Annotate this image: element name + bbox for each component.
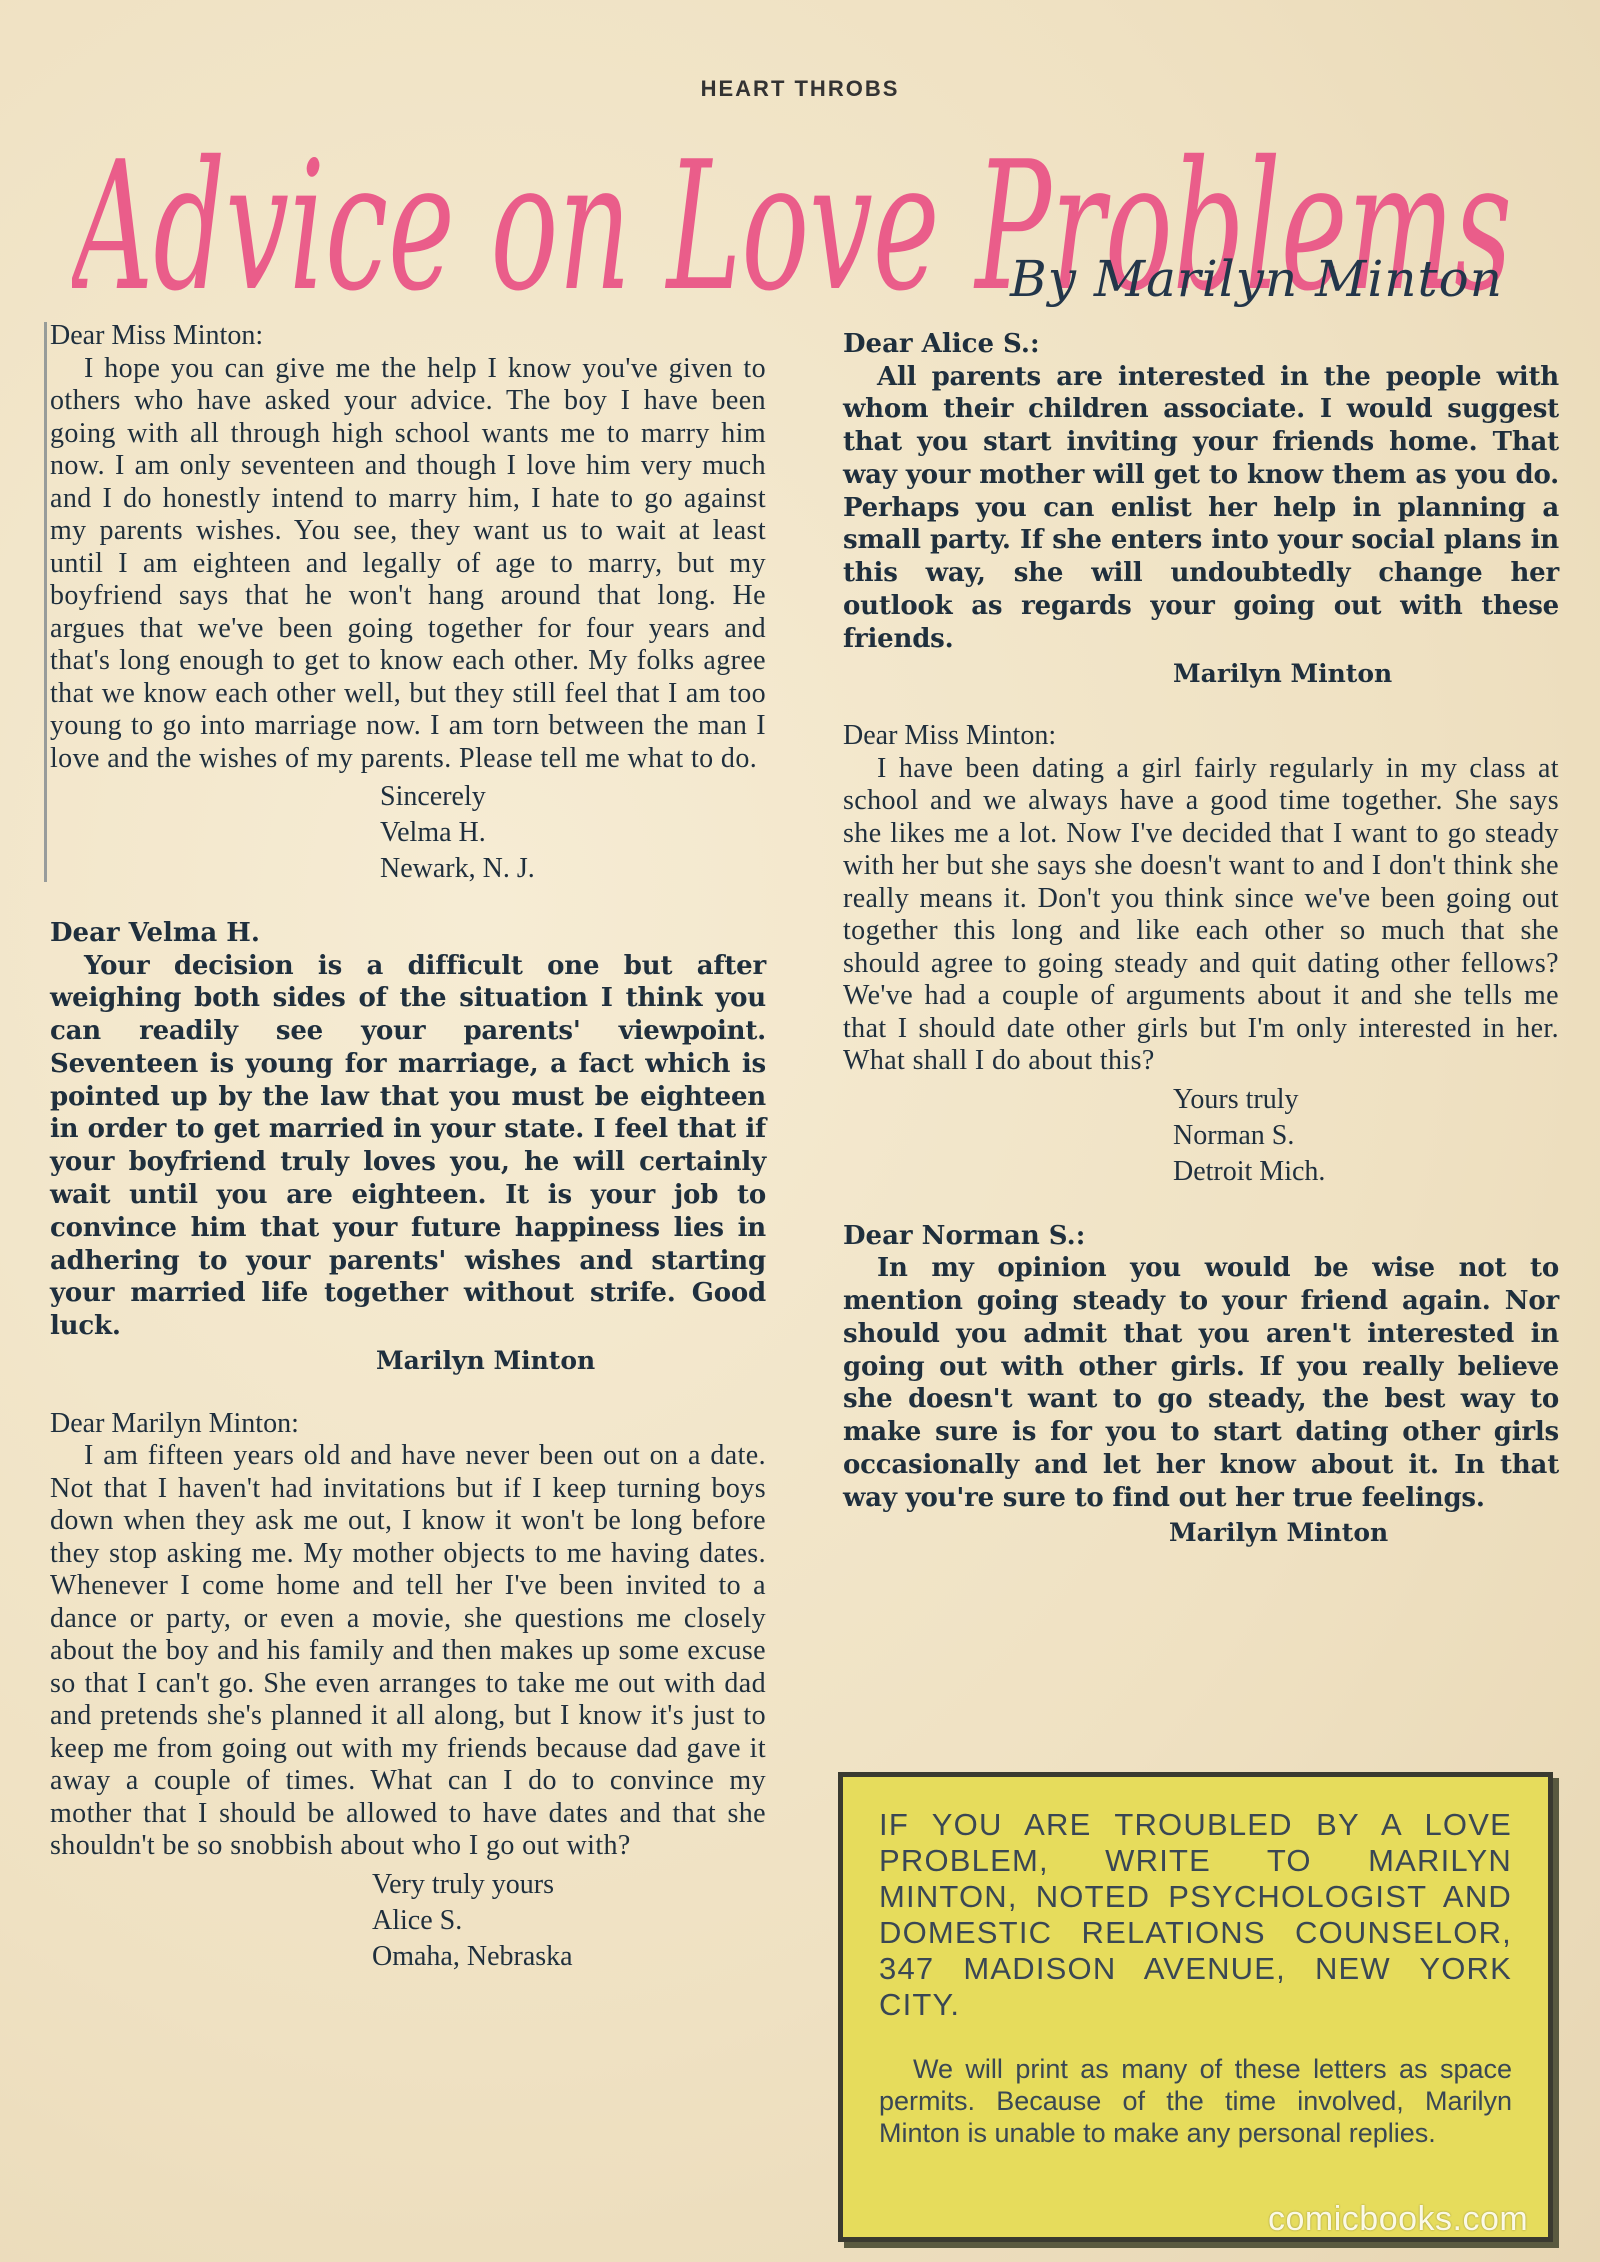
signoff-name: Velma H. — [380, 817, 486, 848]
letter-signoff — [380, 779, 766, 887]
signoff-name: Alice S. — [372, 1904, 463, 1936]
reply-norman — [843, 1220, 1559, 1549]
reply-alice — [843, 328, 1559, 690]
notice-text: We will print as many of these letters as space permits. Because of the time involved, Marilyn Minton is unable to make any personal replies. — [879, 2054, 1512, 2148]
reply-signature: Marilyn Minton — [376, 1346, 596, 1376]
letter-velma — [50, 320, 766, 887]
running-head: HEART THROBS — [700, 76, 900, 101]
watermark: comicbooks.com — [1268, 2200, 1529, 2238]
letter-alice — [50, 1408, 766, 1975]
notice-heading: IF YOU ARE TROUBLED BY A LOVE PROBLEM, WRITE TO MARILYN MINTON, NOTED PSYCHOLOGIST AND DOMESTIC RELATIONS COUNSELOR, 347 MADISON AVENUE, NEW YORK CITY. — [879, 1807, 1512, 2022]
letter-norman — [843, 720, 1559, 1190]
right-column — [843, 328, 1559, 1549]
letter-salutation: Dear Miss Minton: — [50, 320, 264, 351]
signoff-name: Norman S. — [1173, 1119, 1295, 1151]
reply-salutation: Dear Alice S.: — [843, 329, 1040, 359]
signoff-location: Detroit Mich. — [1173, 1155, 1326, 1187]
byline: By Marilyn Minton — [1010, 250, 1503, 308]
left-margin-rule — [44, 322, 47, 882]
letter-salutation: Dear Marilyn Minton: — [50, 1407, 299, 1439]
reply-velma — [50, 917, 766, 1378]
signoff-closing: Sincerely — [380, 781, 486, 812]
signoff-location: Omaha, Nebraska — [372, 1940, 573, 1972]
letter-body: I have been dating a girl fairly regularly in my class at school and we always have a good time together. She says she likes me a lot. Now I've decided that I want to go steady with her but she says she doesn't want to and I don't think she really means it. Don't you think since we've been going out together this long and like each other so much that she should agree to going steady and quit dating other fellows? We've had a couple of arguments about it and she tells me that I should date other girls but I'm only interested in her. What shall I do about this? — [843, 752, 1559, 1077]
letter-salutation: Dear Miss Minton: — [843, 720, 1057, 752]
title-text: Advice on Love Problems — [72, 123, 1512, 328]
reply-body: Your decision is a difficult one but after weighing both sides of the situation I think you can readily see your parents' viewpoint. Seventeen is young for marriage, a fact which is pointed up by the law that you must be eighteen in order to get married in your state. I feel that if your boyfriend truly loves you, he will certainly wait until you are eighteen. It is your job to convince him that your future happiness lies in adhering to your parents' wishes and starting your married life together without strife. Good luck. — [50, 950, 766, 1342]
signoff-closing: Yours truly — [1173, 1083, 1299, 1115]
signoff-closing: Very truly yours — [372, 1868, 554, 1900]
letter-body: I am fifteen years old and have never been out on a date. Not that I haven't had invitations but if I keep turning boys down when they ask me out, I know it won't be long before they stop asking me. My mother objects to me having dates. Whenever I come home and tell her I've been invited to a dance or party, or even a movie, she questions me closely about the boy and his family and then makes up some excuse so that I can't go. She even arranges to take me out with dad and pretends she's planned it all along, but I know it's just to keep me from going out with my friends because dad gave it away a couple of times. What can I do to convince my mother that I should be allowed to have dates and that she shouldn't be so snobbish about who I go out with? — [50, 1440, 766, 1862]
left-column — [50, 320, 766, 1975]
reply-salutation: Dear Velma H. — [50, 918, 260, 948]
reply-signature: Marilyn Minton — [1173, 658, 1393, 688]
letter-body: I hope you can give me the help I know you've given to others who have asked your advice. The boy I have been going with all through high school wants me to marry him now. I am only seventeen and though I love him very much and I do honestly intend to marry him, I hate to go against my parents wishes. You see, they want us to wait at least until I am eighteen and legally of age to marry, but my boyfriend says that he won't hang around that long. He argues that we've been going together for four years and that's long enough to get to know each other. My folks agree that we know each other well, but they still feel that I am too young to go into marriage now. I am torn between the man I love and the wishes of my parents. Please tell me what to do. — [50, 352, 766, 774]
reply-salutation: Dear Norman S.: — [843, 1220, 1086, 1251]
notice-box — [838, 1772, 1553, 2242]
letter-signoff — [372, 1867, 766, 1975]
reply-signature: Marilyn Minton — [1169, 1517, 1389, 1547]
reply-body: All parents are interested in the people with whom their children associate. I would suggest that you start inviting your friends home. That way your mother will get to know them as you do. Perhaps you can enlist her help in planning a small party. If she enters into your social plans in this way, she will undoubtedly change her outlook as regards your going out with these friends. — [843, 361, 1559, 654]
reply-body: In my opinion you would be wise not to mention going steady to your friend again. Nor should you admit that you aren't interested in going out with other girls. If you really believe she doesn't want to go steady, the best way to make sure is for you to start dating other girls occasionally and let her know about it. In that way you're sure to find out her true feelings. — [843, 1253, 1559, 1513]
letter-signoff — [1173, 1082, 1559, 1190]
signoff-location: Newark, N. J. — [380, 853, 535, 884]
